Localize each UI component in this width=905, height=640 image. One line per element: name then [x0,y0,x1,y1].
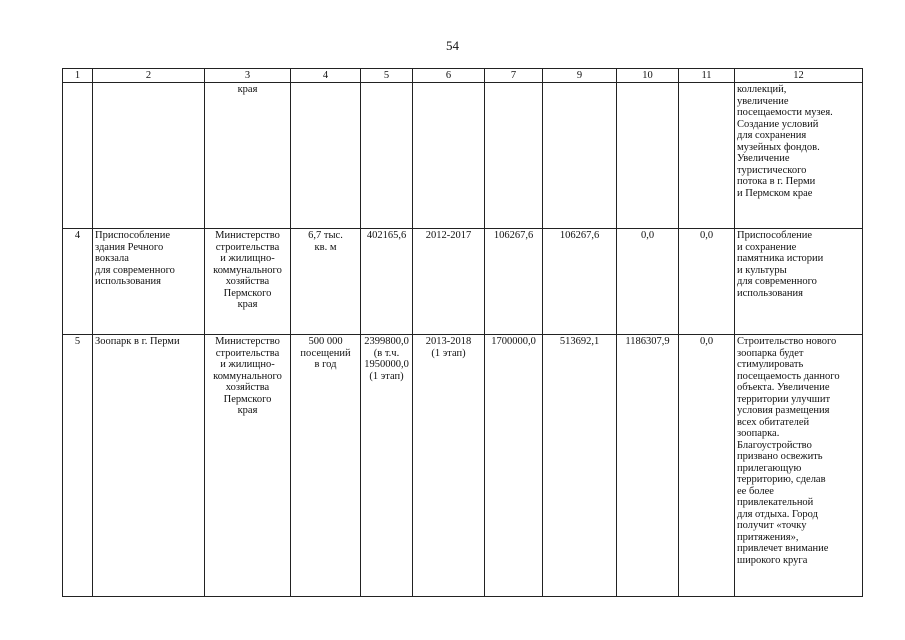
header-cell: 4 [291,69,361,83]
row-number: 4 [63,229,93,335]
capacity: 500 000 посещений в год [291,335,361,597]
header-cell: 7 [485,69,543,83]
col9-value: 513692,1 [543,335,617,597]
header-cell: 5 [361,69,413,83]
header-cell: 9 [543,69,617,83]
total-cost [361,83,413,229]
header-cell: 12 [735,69,863,83]
table-row [63,335,863,597]
col11-value: 0,0 [679,335,735,597]
header-cell: 3 [205,69,291,83]
total-cost: 2399800,0 (в т.ч. 1950000,0 (1 этап) [361,335,413,597]
col10-value: 1186307,9 [617,335,679,597]
table-row [63,229,863,335]
expected-result: Приспособление и сохранение памятника истории и культуры для современного использования [735,229,863,335]
col9-value: 106267,6 [543,229,617,335]
program-table [62,68,863,597]
col11-value [679,83,735,229]
header-cell: 10 [617,69,679,83]
col7-value [485,83,543,229]
header-row [63,69,863,83]
header-cell: 11 [679,69,735,83]
col7-value: 1700000,0 [485,335,543,597]
years: 2013-2018 (1 этап) [413,335,485,597]
capacity: 6,7 тыс. кв. м [291,229,361,335]
row-number [63,83,93,229]
col11-value: 0,0 [679,229,735,335]
col9-value [543,83,617,229]
col10-value [617,83,679,229]
total-cost: 402165,6 [361,229,413,335]
responsible-ministry: Министерство строительства и жилищно- коммунального хозяйства Пермского края [205,335,291,597]
header-cell: 2 [93,69,205,83]
expected-result: коллекций, увеличение посещаемости музея. Создание условий для сохранения музейных фондов. Увеличение туристического потока в г. Перми и Пермском крае [735,83,863,229]
header-cell: 6 [413,69,485,83]
table-row [63,83,863,229]
header-cell: 1 [63,69,93,83]
object-name: Приспособление здания Речного вокзала для современного использования [93,229,205,335]
col10-value: 0,0 [617,229,679,335]
page-number: 54 [446,38,459,53]
capacity [291,83,361,229]
responsible-ministry: края [205,83,291,229]
row-number: 5 [63,335,93,597]
object-name [93,83,205,229]
years: 2012-2017 [413,229,485,335]
expected-result: Строительство нового зоопарка будет стимулировать посещаемость данного объекта. Увеличение территории улучшит условия размещения всех обитателей зоопарка. Благоустройство призвано освежить прилегающую территорию, сделав ее более привлекательной для отдыха. Город получит «точку притяжения», привлечет внимание широкого круга [735,335,863,597]
responsible-ministry: Министерство строительства и жилищно- коммунального хозяйства Пермского края [205,229,291,335]
col7-value: 106267,6 [485,229,543,335]
years [413,83,485,229]
object-name: Зоопарк в г. Перми [93,335,205,597]
